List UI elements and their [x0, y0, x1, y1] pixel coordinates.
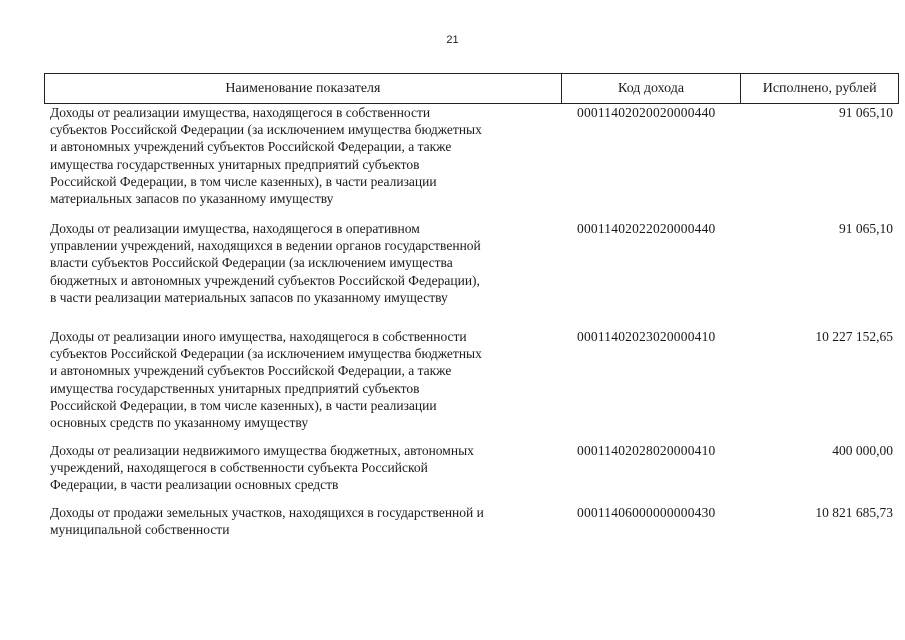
row-name: Доходы от реализации иного имущества, находящегося в собственности субъектов Российской Федерации (за исключением имущества бюджетных и автономных учреждений субъектов Российской Федерации, а также имущества государственных унитарных предприятий субъектов Российской Федерации, в том числе казенных), в части реализации основных средств по указанному имуществу	[50, 329, 482, 431]
row-code: 00011402028020000410	[577, 443, 716, 458]
row-name: Доходы от продажи земельных участков, находящихся в государственной и муниципальной собственности	[50, 505, 484, 538]
row-code: 00011406000000000430	[577, 505, 716, 520]
row-amount: 10 821 685,73	[815, 505, 893, 520]
row-name: Доходы от реализации недвижимого имущества бюджетных, автономных учреждений, находящегося в собственности субъекта Российской Федерации, в части реализации основных средств	[50, 443, 474, 493]
table-row	[50, 328, 899, 438]
row-name: Доходы от реализации имущества, находящегося в собственности субъектов Российской Федерации (за исключением имущества бюджетных и автономных учреждений субъектов Российской Федерации, а также имущества государственных унитарных предприятий субъектов Российской Федерации, в том числе казенных), в части реализации материальных запасов по указанному имуществу	[50, 105, 482, 207]
table-row	[50, 442, 899, 498]
row-amount: 91 065,10	[839, 105, 893, 120]
header-name-column: Наименование показателя	[45, 74, 562, 103]
row-amount: 91 065,10	[839, 221, 893, 236]
row-amount: 10 227 152,65	[815, 329, 893, 344]
table-header	[44, 73, 899, 104]
row-name: Доходы от реализации имущества, находящегося в оперативном управлении учреждений, находящихся в ведении органов государственной власти субъектов Российской Федерации (за исключением имущества бюджетных и автономных учреждений субъектов Российской Федерации), в части реализации материальных запасов по указанному имуществу	[50, 221, 481, 305]
row-code: 00011402022020000440	[577, 221, 716, 236]
row-code: 00011402020020000440	[577, 105, 716, 120]
table-row	[50, 504, 899, 544]
row-code: 00011402023020000410	[577, 329, 716, 344]
header-amount-column: Исполнено, рублей	[762, 80, 877, 96]
row-amount: 400 000,00	[832, 443, 893, 458]
header-code-column: Код дохода	[562, 74, 742, 103]
table-row	[50, 220, 899, 312]
table-row	[50, 104, 899, 214]
page-number: 21	[446, 34, 459, 46]
